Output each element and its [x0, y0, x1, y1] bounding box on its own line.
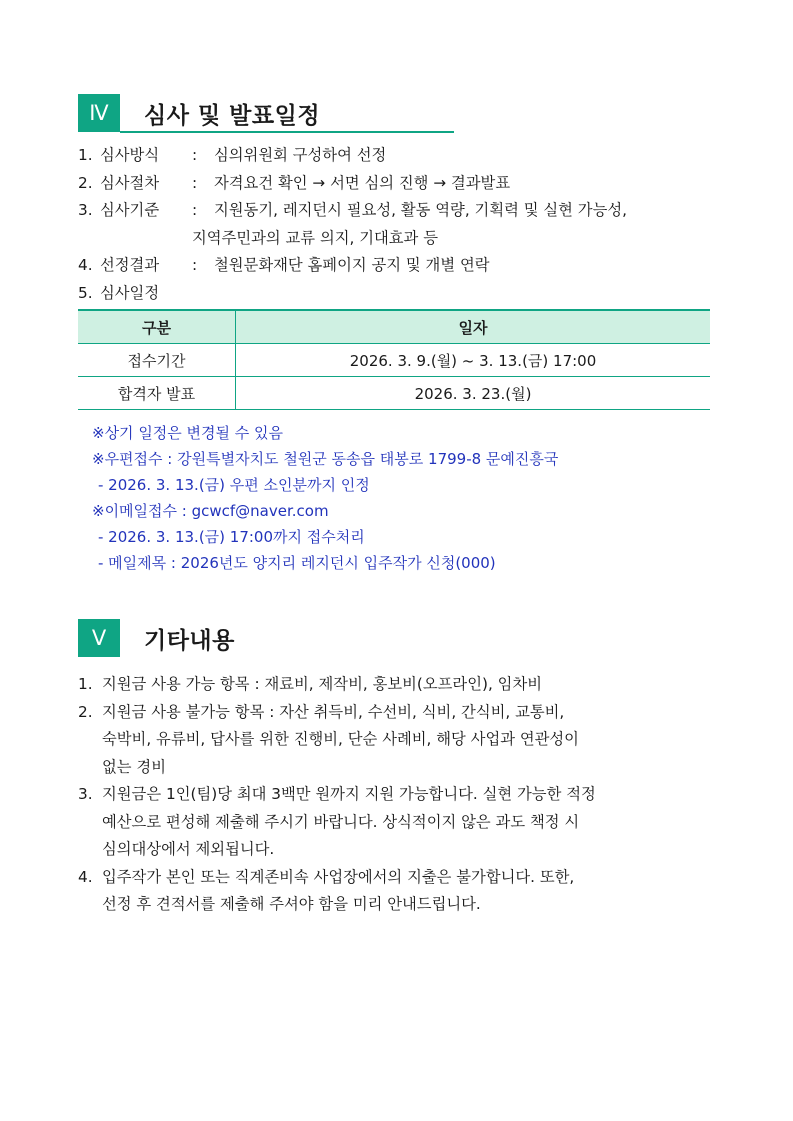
item-number: 2. — [78, 173, 93, 192]
list-item — [78, 781, 596, 864]
section-schedule — [78, 94, 710, 576]
column-header: 구분 — [78, 310, 236, 344]
item-separator: : — [192, 201, 198, 219]
list-item — [78, 170, 710, 198]
item-number: 3. — [78, 785, 93, 803]
section-header — [78, 619, 596, 657]
note-line: - 메일제목 : 2026년도 양지리 레지던시 입주작가 신청(000) — [98, 554, 496, 572]
other-items — [78, 671, 596, 919]
item-label: 심사기준 — [100, 201, 160, 219]
item-text: 지원금 사용 가능 항목 : 재료비, 제작비, 홍보비(오프라인), 임차비 — [102, 675, 542, 693]
list-item — [78, 252, 710, 280]
table-row — [78, 377, 710, 410]
item-separator: : — [192, 173, 198, 192]
schedule-notes — [78, 420, 710, 576]
list-item-continuation — [78, 225, 710, 253]
item-text: 지원금 사용 불가능 항목 : 자산 취득비, 수선비, 식비, 간식비, 교통비, — [102, 702, 565, 721]
item-separator: : — [192, 256, 198, 274]
list-item — [78, 671, 596, 699]
item-number: 2. — [78, 702, 93, 721]
table-cell: 합격자 발표 — [78, 377, 236, 410]
item-value: 철원문화재단 홈페이지 공지 및 개별 연락 — [214, 256, 490, 274]
item-value: 심의위원회 구성하여 선정 — [214, 146, 387, 164]
item-text: 심의대상에서 제외됩니다. — [102, 840, 275, 858]
item-text: 지원금은 1인(팀)당 최대 3백만 원까지 지원 가능합니다. 실현 가능한 적정 — [102, 785, 596, 803]
table-cell: 2026. 3. 9.(월) ~ 3. 13.(금) 17:00 — [236, 344, 711, 377]
list-item — [78, 280, 710, 308]
item-text: 선정 후 견적서를 제출해 주셔야 함을 미리 안내드립니다. — [102, 895, 481, 913]
section-title: 기타내용 — [144, 627, 235, 654]
table-cell: 접수기간 — [78, 344, 236, 377]
item-label: 심사방식 — [100, 146, 160, 164]
item-number: 1. — [78, 146, 93, 164]
item-number: 5. — [78, 283, 93, 302]
item-label: 심사절차 — [100, 173, 160, 192]
list-item — [78, 197, 710, 225]
item-label: 선정결과 — [100, 256, 160, 274]
item-number: 3. — [78, 201, 93, 219]
list-item — [78, 699, 596, 782]
note-line: - 2026. 3. 13.(금) 17:00까지 접수처리 — [98, 528, 365, 546]
item-number: 4. — [78, 256, 93, 274]
note-line: ※상기 일정은 변경될 수 있음 — [92, 424, 284, 442]
item-text: 입주작가 본인 또는 직계존비속 사업장에서의 지출은 불가합니다. 또한, — [102, 867, 575, 886]
section-numeral: Ⅴ — [78, 619, 120, 657]
section-numeral: Ⅳ — [78, 94, 120, 132]
column-header: 일자 — [236, 310, 711, 344]
title-underline — [120, 131, 454, 133]
section-other — [78, 619, 596, 919]
note-line: ※우편접수 : 강원특별자치도 철원군 동송읍 태봉로 1799-8 문예진흥국 — [92, 450, 559, 468]
item-number: 4. — [78, 867, 93, 886]
item-text: 없는 경비 — [102, 757, 166, 776]
schedule-table — [78, 309, 710, 410]
review-items — [78, 142, 710, 307]
item-text: 예산으로 편성해 제출해 주시기 바랍니다. 상식적이지 않은 과도 책정 시 — [102, 812, 580, 831]
item-label: 심사일정 — [100, 283, 160, 302]
list-item — [78, 142, 710, 170]
section-header — [78, 94, 710, 132]
table-row — [78, 344, 710, 377]
table-cell: 2026. 3. 23.(월) — [236, 377, 711, 410]
list-item — [78, 864, 596, 919]
item-value: 지원동기, 레지던시 필요성, 활동 역량, 기획력 및 실현 가능성, — [214, 201, 627, 219]
item-separator: : — [192, 146, 198, 164]
item-value: 자격요건 확인 → 서면 심의 진행 → 결과발표 — [214, 173, 511, 192]
section-title: 심사 및 발표일정 — [144, 102, 321, 129]
table-header-row — [78, 310, 710, 344]
note-line: - 2026. 3. 13.(금) 우편 소인분까지 인정 — [98, 476, 370, 494]
note-line: ※이메일접수 : gcwcf@naver.com — [92, 502, 329, 520]
item-value: 지역주민과의 교류 의지, 기대효과 등 — [192, 228, 438, 247]
item-text: 숙박비, 유류비, 답사를 위한 진행비, 단순 사례비, 해당 사업과 연관성이 — [102, 730, 579, 748]
item-number: 1. — [78, 675, 93, 693]
